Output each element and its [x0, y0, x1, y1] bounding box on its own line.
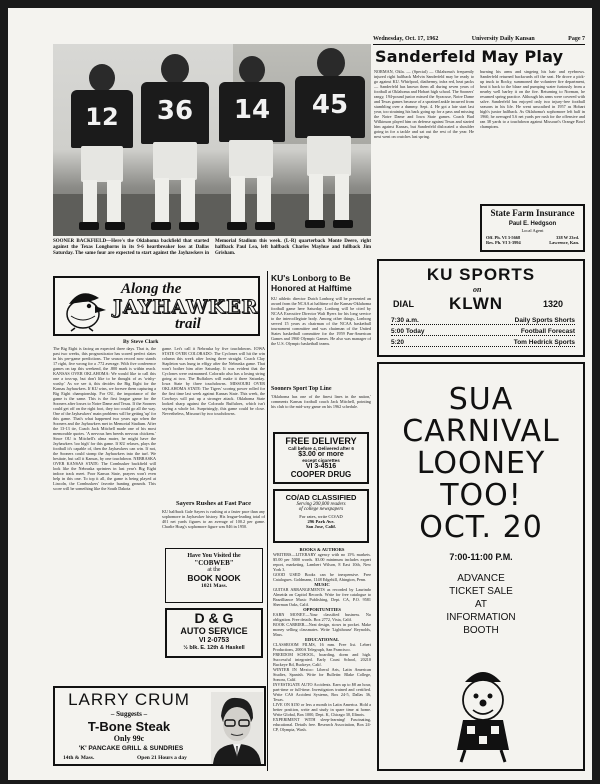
larry-price: Only 99c — [113, 734, 145, 743]
carnival-at: AT — [474, 599, 488, 610]
coad-section-head: BOOKS & AUTHORS — [299, 547, 345, 552]
player-pants — [153, 142, 197, 180]
ku-sports-radio-ad — [377, 259, 585, 357]
player-helmet — [317, 48, 345, 78]
player-shoe — [227, 222, 247, 230]
book-nook-at: at the — [207, 567, 221, 573]
player-shoe — [255, 222, 275, 230]
coad-sub1: Serving 200,000 readers — [296, 502, 346, 507]
radio-row-time: 5:00 Today — [391, 328, 425, 335]
sayers-body: KU halfback Gale Sayers is rushing at a faster pace than any sophomore in Jayhawker history. His league-leading total of 401 net yards figures to an average of 100.2 per game. Charlie Hoag's sophomore figure was 846 in 1950. — [162, 509, 265, 529]
coad-section-5 — [273, 637, 371, 652]
jersey-number: 14 — [219, 82, 285, 142]
delivery-name: COOPER DRUG — [290, 470, 352, 479]
coad-section-8 — [273, 682, 371, 702]
player-leg — [83, 180, 97, 224]
carnival-ticket: TICKET SALE — [449, 586, 513, 597]
carnival-date: OCT. 20 — [419, 510, 543, 545]
jayhawk-mascot-svg — [61, 284, 107, 332]
carnival-too: TOO! — [440, 478, 522, 513]
player-helmet — [89, 64, 115, 92]
photo-caption: SOONER BACKFIELD—Here's the Oklahoma backfield that started against the Texas Longhorns in its 9-6 heartbreaker loss at Dallas Saturday. The same four are expected to start against the Jayhawkers in Memorial Stadium this week. (L-R) quarterback Monte Deere, right halfback Paul Lea, left halfback Charles Mayhue and fullback Jim Grisham. — [53, 239, 371, 256]
larry-address: 14th & Mass. — [63, 755, 95, 761]
insurance-address-block — [549, 235, 579, 245]
sooners-body: 'Oklahoma has one of the finest lines in the nation,' comments Kansas football coach Jack Mitchell, pointing his club to the mid-way game on his 1962 schedule. — [271, 394, 371, 409]
sanderfeld-headline: Sanderfeld May Play — [375, 47, 564, 66]
carnival-sua: SUA — [448, 382, 514, 417]
larry-crum-ad — [53, 686, 266, 766]
coad-section-text: WRITERS—LITERARY agency with no 15% markets. $5.00 per 5000 words. $3.00 minimum includes expert report, marketing. Lambert Wilson, 8 East 10th, New York 3. — [273, 552, 371, 572]
larry-suggests: – Suggests – — [110, 710, 148, 718]
coad-section-7 — [273, 667, 371, 682]
book-nook-name: BOOK NOOK — [187, 573, 241, 583]
carnival-time: 7:00-11:00 P.M. — [449, 552, 513, 562]
sanderfeld-col1: NORMAN, Okla. — (Special) — Oklahoma's frequently injured right halfback Melvin Sanderfeld may be ready to go against KU. Whirlpool, diathermy, infra red, heat packs — Sanderfeld has known them all during seven years of football at Oklahoma and Hobart high school. The Sooners' rangy, 194-pound junior missed the Syracuse, Notre Dame and Texas games because of a sprained ankle incurred from stumbling over a dummy. Sept. 4. He got a late start last year, too straining his back going up for a pass and missing the Notre Dame and Iowa State games. Coach Bud Wilkinson played him on defense against Texas and started him against Kansas, but Sanderfeld dislocated a shoulder going in for a tackle and sat out the rest of the year. He next went on crutches last spring. — [374, 69, 474, 139]
jayhawker-along: Along the — [121, 281, 182, 297]
radio-row-show: Tom Hedrick Sports — [513, 339, 575, 346]
sayers-headline: Sayers Rushes at Fast Pace — [175, 500, 252, 507]
dg-address: ½ blk. E. 12th & Haskell — [183, 645, 245, 651]
player-pants — [229, 140, 273, 178]
coad-rate: For rates, write CO/AD — [299, 514, 343, 519]
radio-freq: 1320 — [543, 299, 564, 309]
jersey-number: 45 — [295, 76, 365, 138]
book-nook-cobweb: "COBWEB" — [194, 559, 234, 567]
jayhawk-mascot-icon — [61, 284, 107, 332]
insurance-city: Lawrence, Kan. — [549, 240, 579, 245]
jayhawker-col2: game. Let's call it Nebraska by five touchdowns. IOWA STATE OVER COLORADO: The Cyclones will hit the win column this week after losing three straight. Coach Clay Stapleton was hung in effigy after the Nebraska game. That won't bother him after Saturday. It was evident that the Cyclones were outmanned. Colorado also has a losing string going at two. The Buffaloes will make it three Saturday. Iowa State by three touchdowns. MISSOURI OVER OKLAHOMA STATE: The Tigers' scoring power rolled for the first time last week against Kansas State. This week, the Cowboys will put up a stronger attack. Oklahoma State looked sharp against the Colorado Buffaloes, which isn't saying a whole lot. Surprisingly, this game could be close. Nevertheless, Missouri by two touchdowns. — [162, 346, 265, 416]
radio-row — [391, 339, 575, 347]
player-12 — [67, 58, 137, 234]
coad-section-2 — [273, 582, 371, 607]
coad-section-text: FREEDOM SCHOOL, boarding, dorm and high. Successful integrated. Early Coast School, 20210 Buckeye Rd, Buckeye, Calif. — [273, 652, 371, 667]
coad-section-text: EARN MONEY—Your classified business. No obligation. Free details. Box 2772, Vista, Calif. — [273, 612, 371, 622]
book-nook-line1: Have You Visited the — [187, 553, 241, 559]
player-shoe — [305, 220, 325, 228]
carnival-advance: ADVANCE — [457, 573, 505, 584]
player-helmet — [161, 54, 189, 84]
player-leg — [257, 176, 271, 224]
book-nook-address: 1021 Mass. — [201, 583, 227, 589]
jayhawker-name: JAYHAWKER — [113, 296, 259, 318]
sanderfeld-col2: burning his arms and singeing his hair and eyebrows. Sanderfeld returned backwards off the seat. He drove a pick-up truck to Rocky, summoned the volunteer fire department, beat it back to the blaze and pumping water furiously from a nearby well barley it on the fire. Returning to Norman, he resumed spring practice. Although his arms were covered with salve. Sanderfeld has enjoyed only two injury-free football seasons in his life. He went unscathed in 1957 as Hobart high's junior halfback. As Oklahoma's sophomore left half in 1960, he averaged 5.6 net yards per rush for the offensive and ran 38 yards to a touchdown against Missouri's Orange Bowl champions. — [480, 69, 585, 129]
dg-title: D & G — [194, 610, 234, 626]
insurance-agent: Paul E. Hedgson — [508, 221, 557, 227]
column-rule — [267, 271, 268, 771]
larry-name: LARRY CRUM — [68, 690, 190, 709]
delivery-line2: $3.00 or more — [298, 451, 344, 458]
radio-schedule — [391, 317, 575, 347]
dg-phone: VI 2-0753 — [198, 637, 230, 644]
player-shoe — [151, 222, 171, 230]
radio-title: KU SPORTS — [426, 265, 536, 284]
coad-addr1: 296 Park Ave. — [307, 519, 335, 524]
player-shoe — [105, 222, 125, 230]
radio-row — [391, 317, 575, 325]
delivery-phone: VI 3-4516 — [305, 463, 337, 470]
coad-title: CO/AD CLASSIFIED — [285, 493, 357, 502]
insurance-title: State Farm Insurance — [490, 208, 575, 218]
clown-svg — [443, 664, 523, 764]
jayhawker-byline: By Steve Clark — [123, 339, 159, 345]
lonborg-headline: KU's Lonborg to Be Honored at Halftime — [271, 273, 352, 293]
insurance-address: 338 W 23rd. — [556, 235, 579, 240]
dg-auto-ad — [165, 608, 263, 658]
jayhawker-col1b-text: One of the Jayhawkers' main problems will be getting 'up' for this game. That's what happened two years ago when the Sooners and the Jayhawkers met in Memorial Stadium. After the 13-13 tie, Coach Jack Mitchell made one of his most memorable quotes. 'A nervous hen breeds nervous chickens.' Since OU is Mitchell's alma mater, he might have the Jayhawkers 'too high' for this game. If KU relaxes, plays the football it's capable of, then the Jayhawkers can win. If not, the Sooners could stomp the Jayhawkers into the turf. We hesitate, but call it Kansas, by one touchdown. NEBRASKA OVER KANSAS STATE: The Cornhusker backfield will look like the Nebraska sprinters in last year's Big Eight indoor track meet. Poor Kansas State, prayers won't even help in this one. To top it all, the game is being played at Lincoln, the Cornhuskers' favorite hunting grounds. This score will be something like the South Dakota — [53, 411, 156, 491]
larry-hours: Open 21 Hours a day — [137, 755, 187, 761]
carnival-info: INFORMATION — [446, 612, 516, 623]
coad-section-10 — [273, 717, 371, 732]
coad-section-head: EDUCATIONAL — [304, 637, 340, 642]
player-shoe — [79, 222, 99, 230]
masthead — [373, 36, 585, 45]
masthead-page: Page 7 — [568, 36, 585, 42]
newspaper-page — [8, 8, 592, 780]
sooners-subhead: Sooners Sport Top Line — [271, 386, 332, 392]
masthead-date: Wednesday, Oct. 17, 1962 — [373, 36, 439, 42]
insurance-role: Local Agent — [521, 228, 544, 233]
coad-sub2: of college newspapers — [298, 507, 344, 512]
book-nook-ad — [165, 548, 263, 603]
coad-listings — [273, 547, 371, 771]
jayhawker-col1-text: The Big Eight is facing an expected three days. That is, the past two weeks, this prognosticator has scored perfect slates in his pre-game predictions. The season record now stands 17 right, five wrong for a .772 average. With five conference games on tap this weekend, the .800 mark is within reach. KANSAS OVER OKLAHOMA: We would like to call this one a toss-up, but don't like to be thought of as 'wishy-washy.' As we see it, this decides the Big Eight for the Kansas Jayhawkers. If KU wins, we foresee them capturing a Big Eight championship. For OU, the importance of the game is the same. This is the first league game for the Sooners after losses to Notre Dame and Texas. If the Sooners could get off on the right foot, they too could go all the way. — [53, 346, 156, 411]
coad-section-text: EXPERIMENT WITH sleep-learning! Fascinating, educational. Details free. Research Association, Box 24-CP, Olympia, Wash. — [273, 717, 371, 732]
dg-sub: AUTO SERVICE — [180, 626, 248, 636]
carnival-word: CARNIVAL — [402, 414, 560, 449]
coad-section-head: OPPORTUNITIES — [303, 607, 341, 612]
coad-section-head: MUSIC — [314, 582, 330, 587]
coad-section-text: LIVE ON $150 or less a month in Latin America. Hold a better position, write and study in spare time at home. Write Global, Box 1000, Dept. K, Chicago 30, Illinois. — [273, 702, 371, 717]
coad-section-3 — [273, 607, 371, 622]
player-pants — [81, 146, 123, 182]
radio-on: on — [473, 285, 482, 294]
radio-row-show: Football Forecast — [520, 328, 575, 335]
sua-carnival-ad — [377, 362, 585, 771]
insurance-ad — [480, 204, 585, 252]
delivery-title: FREE DELIVERY — [285, 436, 357, 446]
player-14 — [215, 52, 287, 234]
clown-icon — [443, 664, 523, 764]
coad-section-1 — [273, 572, 371, 582]
coad-section-text: CLASSROOM FILMS, 16 mm. Free list. Lebert Productions, 2000A Telegraph, San Francisco. — [273, 642, 371, 652]
radio-row — [391, 328, 575, 336]
jayhawker-trail: trail — [175, 316, 201, 332]
portrait-icon — [211, 692, 263, 764]
carnival-looney: LOONEY — [416, 446, 546, 481]
player-helmet — [239, 56, 265, 84]
jayhawker-col1 — [53, 346, 156, 684]
coad-section-text: BOOK CARRIER—Neat design, stows in pocket. Make money selling classmates. Write 'Lighthouse' Reynolds, Mass. — [273, 622, 371, 637]
carnival-booth: BOOTH — [463, 625, 499, 636]
coad-addr2: San Jose, Calif. — [305, 524, 337, 529]
coad-section-0 — [273, 547, 371, 572]
coad-section-4 — [273, 622, 371, 637]
jersey-number: 36 — [141, 82, 209, 144]
coad-section-6 — [273, 652, 371, 667]
insurance-office-phone: Off. Ph. VI 3-5668 — [486, 235, 521, 240]
player-36 — [139, 50, 211, 234]
larry-dish: T-Bone Steak — [87, 719, 171, 734]
backfield-photo — [53, 44, 371, 236]
masthead-paper: University Daily Kansan — [471, 36, 535, 42]
coad-section-text: INVESTIGATE AUTO Accidents. Earn up to $8 an hour, part-time or full-time. Investigators trained and certified. Write CAS Accident Systems, Box 24-5, Dallas 36, Texas. — [273, 682, 371, 702]
jersey-number: 12 — [71, 90, 133, 148]
jayhawker-header — [53, 276, 260, 336]
player-pants — [307, 136, 351, 176]
coad-section-text: GUITAR ARRANGEMENTS as recorded by Laurindo Almeida on Capitol Records. Write for free catalogue to Brazilliance Music Publishing, Dept. CA, P.O. 9581 Sherman Oaks, Calif. — [273, 587, 371, 607]
larry-portrait — [211, 692, 263, 764]
free-delivery-ad — [273, 432, 369, 484]
coad-section-text: WINTER IN Mexico: Liberal Arts, Latin American Studies, Spanish. Write for Bulletin: Blake College, Sonora, Calif. — [273, 667, 371, 682]
radio-dial: DIAL — [393, 299, 414, 309]
delivery-line3: except cigarettes — [302, 458, 340, 463]
player-shoe — [179, 222, 199, 230]
delivery-line1: Call before 4, Delivered after 6 — [288, 446, 354, 451]
lonborg-body: KU athletic director Dutch Lonborg will be presented an award from the NCAA at halftime of the Kansas-Oklahoma football game here Saturday. Lonborg will be cited by NCAA Executive Director Walt Byers for his long service to the intercollegiate body. Among other things, Lonborg served 15 years as chairman of the NCAA basketball tournament committee and was chairman of the United States basketball committee for the 1959 Pan-American Games and 1960 Olympic Games. He also was manager of the U.S. Olympic basketball teams. — [271, 296, 371, 346]
coad-section-text: GOOD USED Books can be inexpensive. Free Catalogues. Goldmann, 1148 Edgehill, Abington, Penn. — [273, 572, 371, 582]
player-45 — [291, 46, 367, 234]
radio-row-time: 7:30 a.m. — [391, 317, 419, 324]
radio-row-show: Daily Sports Shorts — [514, 317, 575, 324]
radio-row-time: 5:20 — [391, 339, 405, 346]
insurance-phones — [486, 235, 521, 245]
player-leg — [335, 174, 349, 222]
player-leg — [155, 178, 169, 224]
coad-classified-box — [273, 489, 369, 543]
player-leg — [107, 180, 121, 224]
radio-station: KLWN — [449, 294, 504, 313]
insurance-res-phone: Res. Ph. VI 3-3994 — [486, 240, 521, 245]
larry-shop: 'K' PANCAKE GRILL & SUNDRIES — [78, 745, 184, 752]
player-leg — [309, 174, 323, 222]
player-shoe — [333, 220, 353, 228]
insurance-contacts — [482, 233, 583, 245]
player-leg — [181, 178, 195, 224]
coad-section-9 — [273, 702, 371, 717]
player-leg — [231, 176, 245, 224]
